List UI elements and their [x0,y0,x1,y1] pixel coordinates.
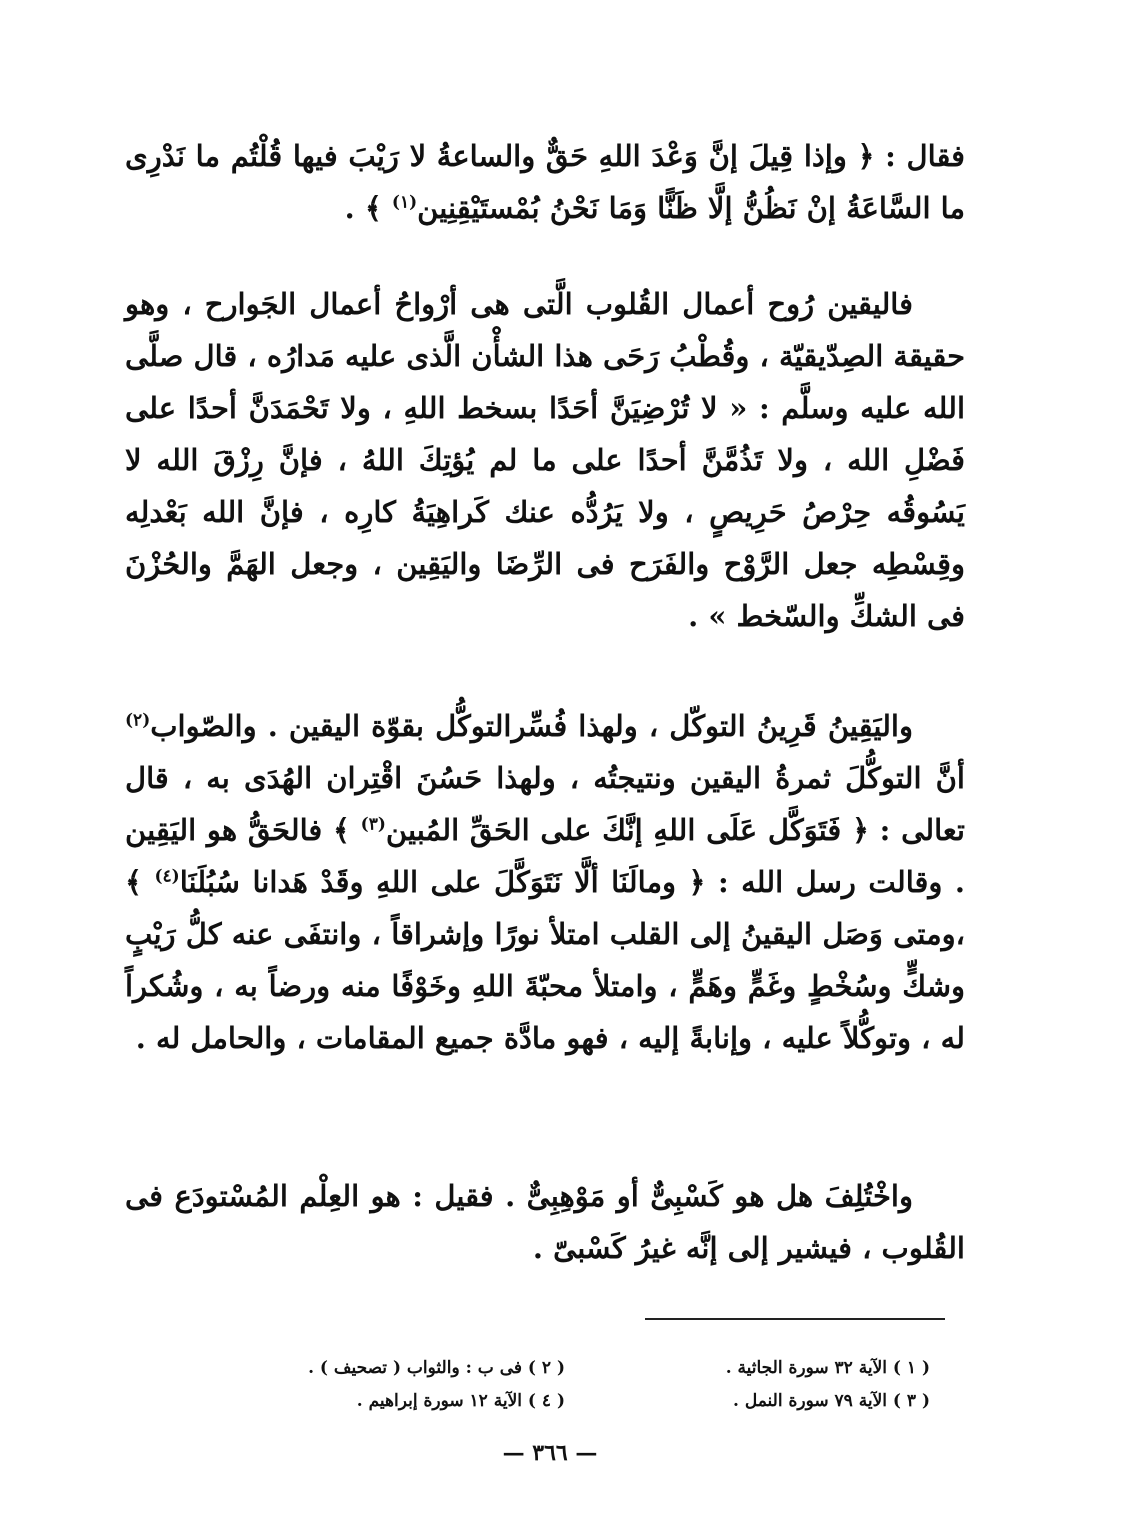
footnote-ref-2: (٢) [125,710,151,731]
paragraph-3-part-a: واليَقِينُ قَرِينُ التوكّل ، ولهذا فُسِّرالتوكُّل بقوّة اليقين . والصّواب [150,709,913,743]
footnote-divider [645,1318,945,1320]
page-number: — ٣٦٦ — [502,1440,598,1466]
paragraph-yaqin-definition [125,278,965,642]
footnote-1: ( ١ ) الآية ٣٢ سورة الجاثية . [725,1358,930,1378]
paragraph-1-body: فقال : ﴿ وإذا قِيلَ إنَّ وَعْدَ اللهِ حَقٌّ والساعةُ لا رَيْبَ فيها قُلْتُم ما نَدْرِى ما السَّاعَةُ إنْ نَظُنُّ إلَّا ظَنًّا وَمَا نَحْنُ بُمْستَيْقِنِين [125,139,965,225]
footnote-ref-3: (٣) [360,814,386,835]
paragraph-1-end: ﴾ . [344,191,392,225]
paragraph-yaqin-nature [125,1170,965,1274]
paragraph-quran-quote [125,130,965,234]
footnotes [240,1352,930,1418]
paragraph-3-text [125,700,965,1064]
footnote-4: ( ٤ ) الآية ١٢ سورة إبراهيم . [356,1391,565,1411]
paragraph-3-part-c: ﴾ فالحَقُّ هو اليَقِين . وقالت رسل الله : ﴿ ومالَنَا ألَّا نَتَوَكَّلَ على اللهِ وقَدْ هَدانا سُبُلَنَا [125,813,965,899]
paragraph-4-text: واخْتُلِفَ هل هو كَسْبِىٌّ أو مَوْهِبِىٌّ . فقيل : هو العِلْم المُسْتودَع فى القُلوب ، فيشير إلى إنَّه غيرُ كَسْبىّ . [125,1179,965,1265]
paragraph-1-text [125,130,965,234]
paragraph-yaqin-tawakkul [125,700,965,1064]
footnote-ref-1: (١) [391,192,418,213]
paragraph-3-part-b: أنَّ التوكُّلَ ثمرةُ اليقين ونتيجتُه ، ولهذا حَسُنَ اقْتِران الهُدَى به ، قال تعالى : ﴿ فَتَوَكَّل عَلَى اللهِ إنَّكَ على الحَقِّ المُبين [125,761,965,847]
footnote-2: ( ٢ ) فى ب : والثواب ( تصحيف ) . [308,1358,565,1378]
footnote-ref-4: (٤) [154,866,180,887]
footnote-3: ( ٣ ) الآية ٧٩ سورة النمل . [732,1391,930,1411]
paragraph-3-part-d: ﴾ ،ومتى وَصَل اليقينُ إلى القلب امتلأ نورًا وإشراقاً ، وانتفَى عنه كلُّ رَيْبٍ وشكٍّ وسُخْطٍ وغَمٍّ وهَمٍّ ، وامتلأ محبّةَ اللهِ وخَوْفًا منه ورضاً به ، وشُكراً له ، وتوكُّلاً عليه ، وإنابةً إليه ، فهو مادَّة جميع المقامات ، والحامل له . [125,865,965,1055]
paragraph-2-text: فاليقين رُوح أعمال القُلوب الَّتى هى أرْواحُ أعمال الجَوارح ، وهو حقيقة الصِدّيقيّة ، وقُطْبُ رَحَى هذا الشأْن الَّذى عليه مَدارُه ، قال صلَّى الله عليه وسلَّم : « لا تُرْضِيَنَّ أحَدًا بسخط اللهِ ، ولا تَحْمَدَنَّ أحدًا على فَضْلِ الله ، ولا تَذُمَّنَّ أحدًا على ما لم يُؤتِكَ اللهُ ، فإنَّ رِزْقَ الله لا يَسُوقُه حِرْصُ حَرِيصٍ ، ولا يَرُدُّه عنك كَراهِيَةُ كارِه ، فإنَّ الله بَعْدلِه وقِسْطِه جعل الرَّوْح والفَرَح فى الرِّضَا واليَقِين ، وجعل الهَمَّ والحُزْنَ فى الشكِّ والسّخط » . [125,287,965,633]
